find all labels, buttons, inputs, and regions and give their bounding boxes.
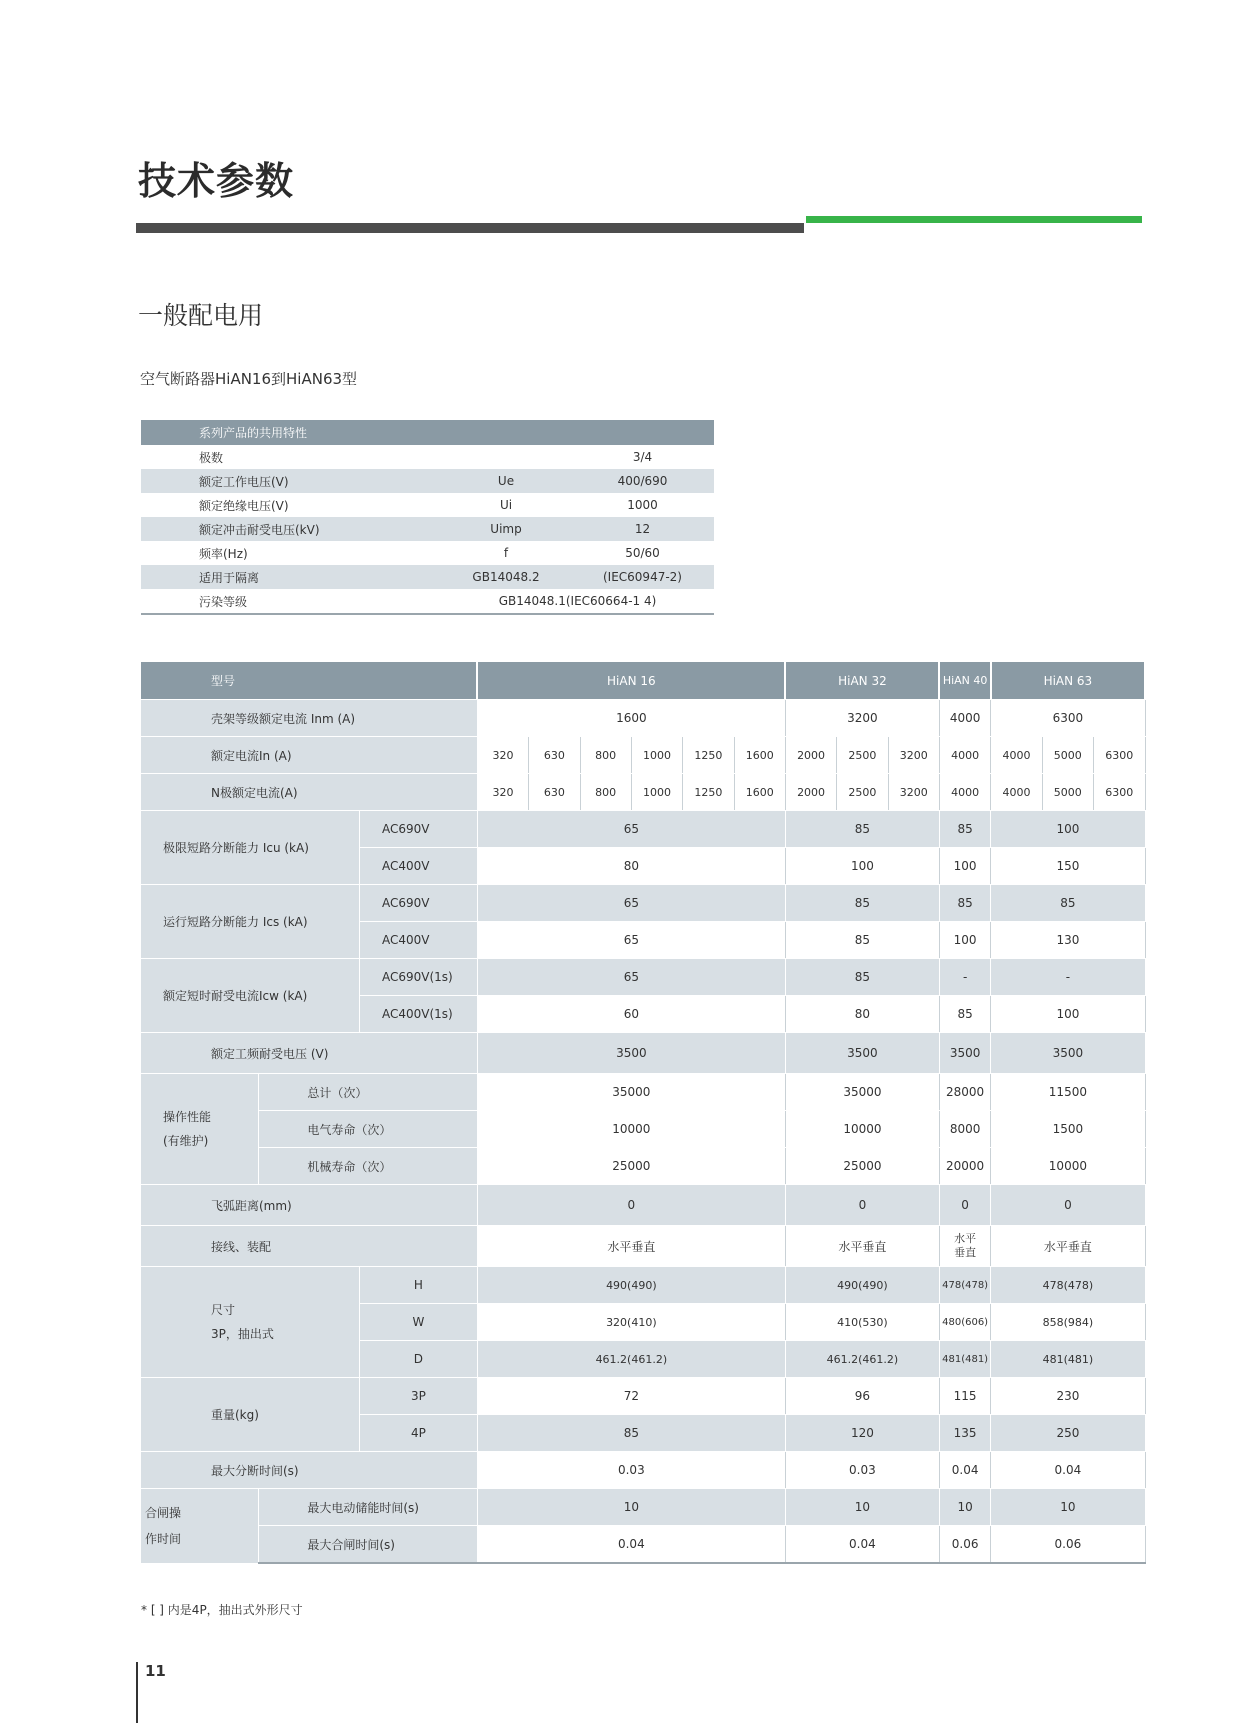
common-symbol: Ue [441, 469, 571, 493]
value-cell: 1250 [683, 774, 734, 811]
row-freq-withstand [141, 1033, 1145, 1074]
row-icu-690 [141, 811, 1145, 848]
value-cell: 461.2(461.2) [477, 1341, 785, 1378]
common-symbol: f [503, 546, 509, 560]
value-cell: 3500 [939, 1033, 990, 1074]
label-freq-withstand: 额定工频耐受电压 (V) [141, 1033, 477, 1074]
value-cell: 4000 [991, 774, 1042, 811]
value-cell: 85 [991, 885, 1145, 922]
row-wiring [141, 1226, 1145, 1267]
value-cell: 0 [939, 1185, 990, 1226]
value-cell: 320 [477, 737, 528, 774]
page-number: 11 [145, 1662, 166, 1680]
value-cell: 28000 [939, 1074, 990, 1111]
sub-label: AC400V [360, 922, 478, 959]
value-cell: 2500 [837, 774, 888, 811]
value-cell: 85 [785, 885, 939, 922]
wiring-hian40-line2: 垂直 [954, 1246, 977, 1259]
value-cell: 481(481) [991, 1341, 1145, 1378]
value-cell: 1000 [631, 737, 682, 774]
value-cell: 8000 [939, 1111, 990, 1148]
value-cell: 0.04 [785, 1526, 939, 1564]
value-cell: 11500 [991, 1074, 1145, 1111]
value-cell: 85 [939, 885, 990, 922]
value-cell: 80 [785, 996, 939, 1033]
value-cell [939, 1226, 990, 1267]
value-cell: 96 [785, 1378, 939, 1415]
value-cell: - [991, 959, 1145, 996]
row-operation-total [141, 1074, 1145, 1111]
value-cell: 4000 [939, 700, 990, 737]
value-cell: 20000 [939, 1148, 990, 1185]
common-label: 极数 [199, 450, 224, 465]
value-cell: 320 [477, 774, 528, 811]
page-title: 技术参数 [138, 159, 295, 203]
spec-table [141, 662, 1146, 1564]
value-cell: 85 [939, 811, 990, 848]
common-symbol: Ui [499, 498, 513, 512]
row-weight-3p [141, 1378, 1145, 1415]
common-label: 额定工作电压(V) [141, 469, 441, 493]
value-cell: 3200 [785, 700, 939, 737]
value-cell: 4000 [939, 737, 990, 774]
title-rule-green [806, 216, 1142, 223]
common-label: 额定冲击耐受电压(kV) [141, 517, 441, 541]
common-row [141, 541, 714, 565]
header-hian40: HiAN 40 [939, 662, 990, 700]
value-cell: 490(490) [477, 1267, 785, 1304]
header-hian16: HiAN 16 [477, 662, 785, 700]
value-cell: 85 [785, 811, 939, 848]
value-cell: 10 [991, 1489, 1145, 1526]
value-cell: 0 [785, 1185, 939, 1226]
value-cell: 130 [991, 922, 1145, 959]
common-header: 系列产品的共用特性 [141, 420, 714, 445]
value-cell: 478(478) [991, 1267, 1145, 1304]
label-npole: N极额定电流(A) [141, 774, 477, 811]
value-cell: 25000 [785, 1148, 939, 1185]
row-arc [141, 1185, 1145, 1226]
value-cell: 10 [477, 1489, 785, 1526]
sub-label: 机械寿命（次） [259, 1148, 478, 1185]
value-cell: 0 [477, 1185, 785, 1226]
value-cell: 35000 [785, 1074, 939, 1111]
value-cell: 0.04 [991, 1452, 1145, 1489]
value-cell: 0.04 [477, 1526, 785, 1564]
value-cell: 25000 [477, 1148, 785, 1185]
sub-label: AC400V(1s) [360, 996, 478, 1033]
value-cell: 85 [939, 996, 990, 1033]
common-label: 额定绝缘电压(V) [199, 498, 289, 513]
value-cell: 0.04 [939, 1452, 990, 1489]
closing-label-1: 合闸操 [145, 1505, 182, 1520]
value-cell: - [939, 959, 990, 996]
value-cell: 478(478) [939, 1267, 990, 1304]
section-subtitle: 一般配电用 [138, 301, 264, 330]
value-cell: 480(606) [939, 1304, 990, 1341]
title-rule-dark [136, 223, 804, 233]
value-cell: 800 [580, 774, 631, 811]
value-cell: 0.03 [477, 1452, 785, 1489]
dims-label-1: 尺寸 [211, 1303, 236, 1317]
value-cell: 85 [477, 1415, 785, 1452]
value-cell: 72 [477, 1378, 785, 1415]
row-break-time [141, 1452, 1145, 1489]
value-cell: 10000 [785, 1111, 939, 1148]
sub-label: 3P [360, 1378, 478, 1415]
value-cell: 85 [785, 922, 939, 959]
sub-label: H [360, 1267, 478, 1304]
value-cell: 水平垂直 [477, 1226, 785, 1267]
row-ics-690 [141, 885, 1145, 922]
value-cell: 5000 [1042, 774, 1093, 811]
value-cell: 水平垂直 [991, 1226, 1145, 1267]
value-cell: 0.03 [785, 1452, 939, 1489]
common-value: 12 [571, 517, 714, 541]
common-characteristics-table [141, 420, 714, 615]
section-caption: 空气断路器HiAN16到HiAN63型 [140, 370, 358, 388]
footnote: * [ ] 内是4P，抽出式外形尺寸 [141, 1603, 303, 1617]
value-cell: 410(530) [785, 1304, 939, 1341]
value-cell: 3500 [991, 1033, 1145, 1074]
label-inm: 壳架等级额定电流 Inm (A) [141, 700, 477, 737]
value-cell: 65 [477, 811, 785, 848]
value-cell: 6300 [1093, 737, 1145, 774]
value-cell: 65 [477, 885, 785, 922]
value-cell: 3200 [888, 774, 939, 811]
common-row [141, 445, 714, 469]
sub-label: AC400V [360, 848, 478, 885]
common-value: 1000 [627, 498, 658, 512]
value-cell: 250 [991, 1415, 1145, 1452]
row-close-time [141, 1526, 1145, 1564]
sub-label: D [360, 1341, 478, 1378]
value-cell: 858(984) [991, 1304, 1145, 1341]
label-weight: 重量(kg) [141, 1378, 360, 1452]
value-cell: 100 [991, 811, 1145, 848]
value-cell: 630 [529, 774, 580, 811]
value-cell: 65 [477, 922, 785, 959]
common-label: 频率(Hz) [199, 546, 248, 561]
common-header-row [141, 420, 714, 445]
sub-label: AC690V [360, 885, 478, 922]
operation-label-2: (有维护) [163, 1134, 209, 1148]
value-cell: 2000 [785, 737, 836, 774]
operation-label-1: 操作性能 [163, 1110, 212, 1124]
value-cell: 100 [785, 848, 939, 885]
label-dims [141, 1267, 360, 1378]
value-cell: 10000 [477, 1111, 785, 1148]
label-operation [141, 1074, 259, 1185]
row-dim-h [141, 1267, 1145, 1304]
value-cell: 65 [477, 959, 785, 996]
value-cell: 150 [991, 848, 1145, 885]
value-cell: 10 [939, 1489, 990, 1526]
value-cell: 1500 [991, 1111, 1145, 1148]
dims-label-2: 3P，抽出式 [211, 1327, 274, 1341]
label-ics: 运行短路分断能力 Ics (kA) [141, 885, 360, 959]
value-cell: 6300 [1093, 774, 1145, 811]
row-npole [141, 774, 1145, 811]
common-row [141, 517, 714, 541]
common-value: 400/690 [571, 469, 714, 493]
value-cell: 3200 [888, 737, 939, 774]
row-operation-electrical [141, 1111, 1145, 1148]
header-model-label: 型号 [141, 662, 477, 700]
row-icw-690 [141, 959, 1145, 996]
common-symbol: GB14048.2 [441, 565, 571, 589]
value-cell: 3500 [785, 1033, 939, 1074]
common-value: 3/4 [632, 450, 653, 464]
value-cell: 85 [785, 959, 939, 996]
row-inm [141, 700, 1145, 737]
value-cell: 100 [939, 848, 990, 885]
value-cell: 0 [991, 1185, 1145, 1226]
spec-header-row [141, 662, 1145, 700]
value-cell: 1600 [477, 700, 785, 737]
header-hian63: HiAN 63 [991, 662, 1145, 700]
sub-label: 总计（次） [259, 1074, 478, 1111]
value-cell: 490(490) [785, 1267, 939, 1304]
label-wiring: 接线、装配 [141, 1226, 477, 1267]
label-arc: 飞弧距离(mm) [141, 1185, 477, 1226]
common-value: 50/60 [625, 546, 660, 560]
common-symbol [441, 445, 571, 469]
value-cell: 2500 [837, 737, 888, 774]
page-number-bar [136, 1662, 138, 1723]
value-cell: 35000 [477, 1074, 785, 1111]
value-cell: 115 [939, 1378, 990, 1415]
closing-label-2: 作时间 [145, 1531, 182, 1546]
value-cell: 6300 [991, 700, 1145, 737]
row-operation-mechanical [141, 1148, 1145, 1185]
label-break-time: 最大分断时间(s) [141, 1452, 477, 1489]
sub-label: AC690V(1s) [360, 959, 478, 996]
sub-label: W [360, 1304, 478, 1341]
sub-label: 电气寿命（次） [259, 1111, 478, 1148]
value-cell: 5000 [1042, 737, 1093, 774]
row-charge-time [141, 1489, 1145, 1526]
value-cell: 水平垂直 [785, 1226, 939, 1267]
value-cell: 100 [991, 996, 1145, 1033]
sub-label: 最大合闸时间(s) [259, 1526, 478, 1564]
value-cell: 120 [785, 1415, 939, 1452]
value-cell: 800 [580, 737, 631, 774]
common-label: 适用于隔离 [141, 565, 441, 589]
value-cell: 230 [991, 1378, 1145, 1415]
value-cell: 461.2(461.2) [785, 1341, 939, 1378]
value-cell: 0.06 [939, 1526, 990, 1564]
row-in [141, 737, 1145, 774]
value-cell: 320(410) [477, 1304, 785, 1341]
common-symbol: Uimp [441, 517, 571, 541]
common-value: GB14048.1(IEC60664-1 4) [441, 589, 714, 614]
sub-label: AC690V [360, 811, 478, 848]
value-cell: 80 [477, 848, 785, 885]
value-cell: 10000 [991, 1148, 1145, 1185]
common-row [141, 589, 714, 614]
value-cell: 4000 [939, 774, 990, 811]
value-cell: 135 [939, 1415, 990, 1452]
value-cell: 1600 [734, 737, 785, 774]
value-cell: 3500 [477, 1033, 785, 1074]
value-cell: 1000 [631, 774, 682, 811]
value-cell: 630 [529, 737, 580, 774]
common-row [141, 565, 714, 589]
value-cell: 1600 [734, 774, 785, 811]
label-in: 额定电流In (A) [141, 737, 477, 774]
header-hian32: HiAN 32 [785, 662, 939, 700]
value-cell: 1250 [683, 737, 734, 774]
wiring-hian40-line1: 水平 [954, 1232, 977, 1245]
sub-label: 最大电动储能时间(s) [259, 1489, 478, 1526]
label-icw: 额定短时耐受电流Icw (kA) [141, 959, 360, 1033]
common-row [141, 469, 714, 493]
value-cell: 0.06 [991, 1526, 1145, 1564]
label-icu: 极限短路分断能力 Icu (kA) [141, 811, 360, 885]
value-cell: 60 [477, 996, 785, 1033]
value-cell: 481(481) [939, 1341, 990, 1378]
common-label: 污染等级 [141, 589, 441, 614]
value-cell: 100 [939, 922, 990, 959]
value-cell: 10 [785, 1489, 939, 1526]
label-closing [141, 1489, 259, 1564]
common-value: (IEC60947-2) [571, 565, 714, 589]
sub-label: 4P [360, 1415, 478, 1452]
common-row [141, 493, 714, 517]
value-cell: 2000 [785, 774, 836, 811]
value-cell: 4000 [991, 737, 1042, 774]
